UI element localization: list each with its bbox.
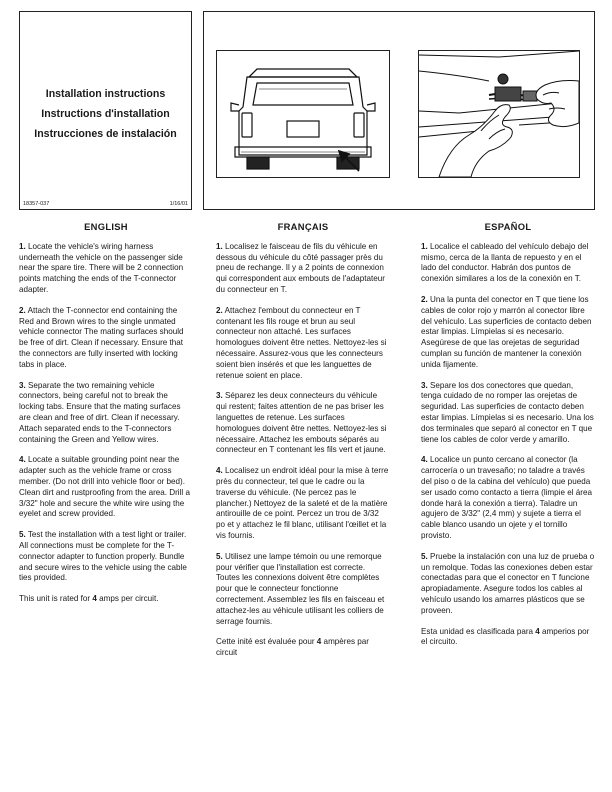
- step-text: Locate the vehicle's wiring harness underneath the vehicle on the passenger side near the spare tire. There will be 2 connection points matching the ends of the T-connector adapter.: [19, 241, 184, 294]
- spanish-step-4: [421, 455, 595, 541]
- step-number: 3.: [19, 380, 26, 390]
- french-rating: [216, 637, 390, 659]
- rating-suffix: amperios por el circuito.: [421, 626, 590, 647]
- step-number: 5.: [421, 551, 428, 561]
- step-text: Attachez l'embout du connecteur en T contenant les fils rouge et brun au seul connecteur non attaché. Les surfaces homologues doivent être nettes. Nettoyez-les si nécessaire. Assurez-vous que les connecteurs soient bien insérés et que les languettes de retenue soient en place.: [216, 305, 387, 380]
- french-step-1: [216, 242, 390, 296]
- step-number: 1.: [421, 241, 428, 251]
- english-column: [19, 222, 193, 615]
- title-spanish: Instrucciones de instalación: [34, 128, 177, 140]
- connector-closeup-figure: [418, 50, 580, 178]
- french-step-2: [216, 306, 390, 382]
- step-number: 1.: [216, 241, 223, 251]
- title-french: Instructions d'installation: [41, 108, 170, 120]
- spanish-step-3: [421, 381, 595, 446]
- french-column: [216, 222, 390, 669]
- step-text: Separe los dos conectores que quedan, tenga cuidado de no romper las orejetas de seguridad. Las superficies de contacto deben estar limpias. Límpielas si es necesario. Una los dos terminales que separó al conector en T que tiene los cables de color verde y amarillo.: [421, 380, 594, 444]
- step-text: Attach the T-connector end containing the Red and Brown wires to the single unmated vehicle connector The mating surfaces should be free of dirt. Clean if necessary. Ensure that the connectors are fully inserted with locking tabs in place.: [19, 305, 184, 369]
- step-number: 2.: [421, 294, 428, 304]
- figures-box: [203, 11, 595, 210]
- spanish-heading: ESPAÑOL: [484, 221, 532, 232]
- vehicle-rear-figure: [216, 50, 390, 178]
- rating-text: Esta unidad es clasificada para: [421, 626, 536, 636]
- step-text: Una la punta del conector en T que tiene los cables de color rojo y marrón al conector libre del vehículo. Las superficies de contacto deben estar limpias. Límpielas si es necesario. Asegúrese de que las orejetas de seguridad cumplan su función de mantener la conexión unida fijamente.: [421, 294, 592, 369]
- french-step-5: [216, 552, 390, 628]
- step-text: Test the installation with a test light or trailer. All connections must be complete for the T-connector adapter to function properly. Bundle and secure wires to the vehicle using the cable ties provided.: [19, 530, 187, 583]
- spanish-rating: [421, 627, 595, 649]
- step-text: Separate the two remaining vehicle connectors, being careful not to break the locking tabs. Ensure that the mating surfaces are clean and free of dirt. Clean if necessary. Attach separated ends to the T-connectors containing the Green and Yellow wires.: [19, 380, 181, 444]
- step-text: Localisez un endroit idéal pour la mise à terre près du connecteur, tel que le cadre ou la traverse du véhicule. (Ne percez pas le plancher.) Nettoyez de la saleté et de la matière antirouille de ce point. Percez un trou de 3/32 po et y attachez le fil blanc, utilisant l'œillet et la vis fournis.: [216, 466, 389, 540]
- french-step-3: [216, 391, 390, 456]
- step-text: Séparez les deux connecteurs du véhicule qui restent; faites attention de ne pas briser les languettes de retenue. Les surfaces homologues doivent être nettes. Nettoyez-les si nécessaire. Attachez les embouts séparés au connecteur en T contenant les fils vert et jaune.: [216, 391, 387, 455]
- step-number: 1.: [19, 241, 26, 251]
- rating-text: This unit is rated for: [19, 594, 93, 604]
- english-heading: ENGLISH: [84, 221, 128, 232]
- spanish-step-2: [421, 295, 595, 371]
- step-number: 5.: [216, 551, 223, 561]
- step-number: 3.: [421, 380, 428, 390]
- english-step-1: [19, 242, 193, 296]
- title-english: Installation instructions: [45, 88, 166, 100]
- step-number: 5.: [19, 530, 26, 540]
- rating-suffix: ampères par circuit: [216, 637, 369, 658]
- spanish-step-5: [421, 552, 595, 617]
- french-heading: FRANÇAIS: [277, 221, 329, 232]
- english-step-5: [19, 530, 193, 584]
- english-step-3: [19, 381, 193, 446]
- step-text: Locate a suitable grounding point near the adapter such as the vehicle frame or cross member. (Do not drill into vehicle floor or bed). Clean dirt and rustproofing from the area. Drill a 3/32" hole and secure the white wire using the eyelet and screw provided.: [19, 455, 190, 519]
- step-number: 4.: [19, 455, 26, 465]
- step-text: Localice un punto cercano al conector (la carrocería o un travesaño; no taladre a través del piso o de la cabina del vehículo) que pueda ser usado como contacto a tierra (limpie el área donde hará la conexión a tierra). Taladre un agujero de 3/32" (2,4 mm) y sujete a tierra el cable blanco usando un ojete y el tornillo provisto.: [421, 455, 592, 540]
- part-number: 18357-037: [23, 201, 50, 207]
- english-step-2: [19, 306, 193, 371]
- english-rating: [19, 594, 193, 605]
- step-number: 2.: [216, 305, 223, 315]
- step-text: Pruebe la instalación con una luz de prueba o un remolque. Todas las conexiones deben estar conectadas para que el conector en T funcione apropiadamente. Asegure todos los cables al vehículo usando los amarres plásticos que se proveen.: [421, 551, 595, 615]
- rating-number: 4: [92, 594, 97, 604]
- hand-connector-icon: [419, 51, 579, 177]
- step-number: 2.: [19, 305, 26, 315]
- title-lines: [20, 84, 191, 144]
- rating-suffix: amps per circuit.: [96, 594, 159, 604]
- step-text: Localisez le faisceau de fils du véhicule en dessous du véhicule du côté passager près du pneu de rechange. Il y a 2 points de connexion qui correspondent aux embouts de l'adaptateur du connecteur en T.: [216, 241, 385, 294]
- step-number: 3.: [216, 391, 223, 401]
- step-text: Utilisez une lampe témoin ou une remorque pour vérifier que l'installation est correcte. Toutes les connexions doivent être complètes pour que le connecteur fonctionne correctement. Assemblez les fils en faisceau et attachez-les au véhicule utilisant les colliers de serrage fournis.: [216, 551, 385, 626]
- rating-number: 4: [316, 637, 322, 647]
- spanish-step-1: [421, 242, 595, 285]
- english-step-4: [19, 455, 193, 520]
- step-text: Localice el cableado del vehículo debajo del mismo, cerca de la llanta de repuesto y en el lado del conductor. Habrán dos puntos de conexión similares a los de la conexión en T.: [421, 241, 589, 284]
- document-date: 1/16/01: [169, 201, 188, 207]
- step-number: 4.: [216, 466, 223, 476]
- rating-number: 4: [535, 626, 540, 636]
- rating-text: Cette inité est évaluée pour: [216, 637, 317, 647]
- spanish-column: [421, 222, 595, 658]
- step-number: 4.: [421, 455, 428, 465]
- title-box: [19, 11, 192, 210]
- vehicle-rear-arrow-icon: [217, 51, 389, 177]
- french-step-4: [216, 466, 390, 542]
